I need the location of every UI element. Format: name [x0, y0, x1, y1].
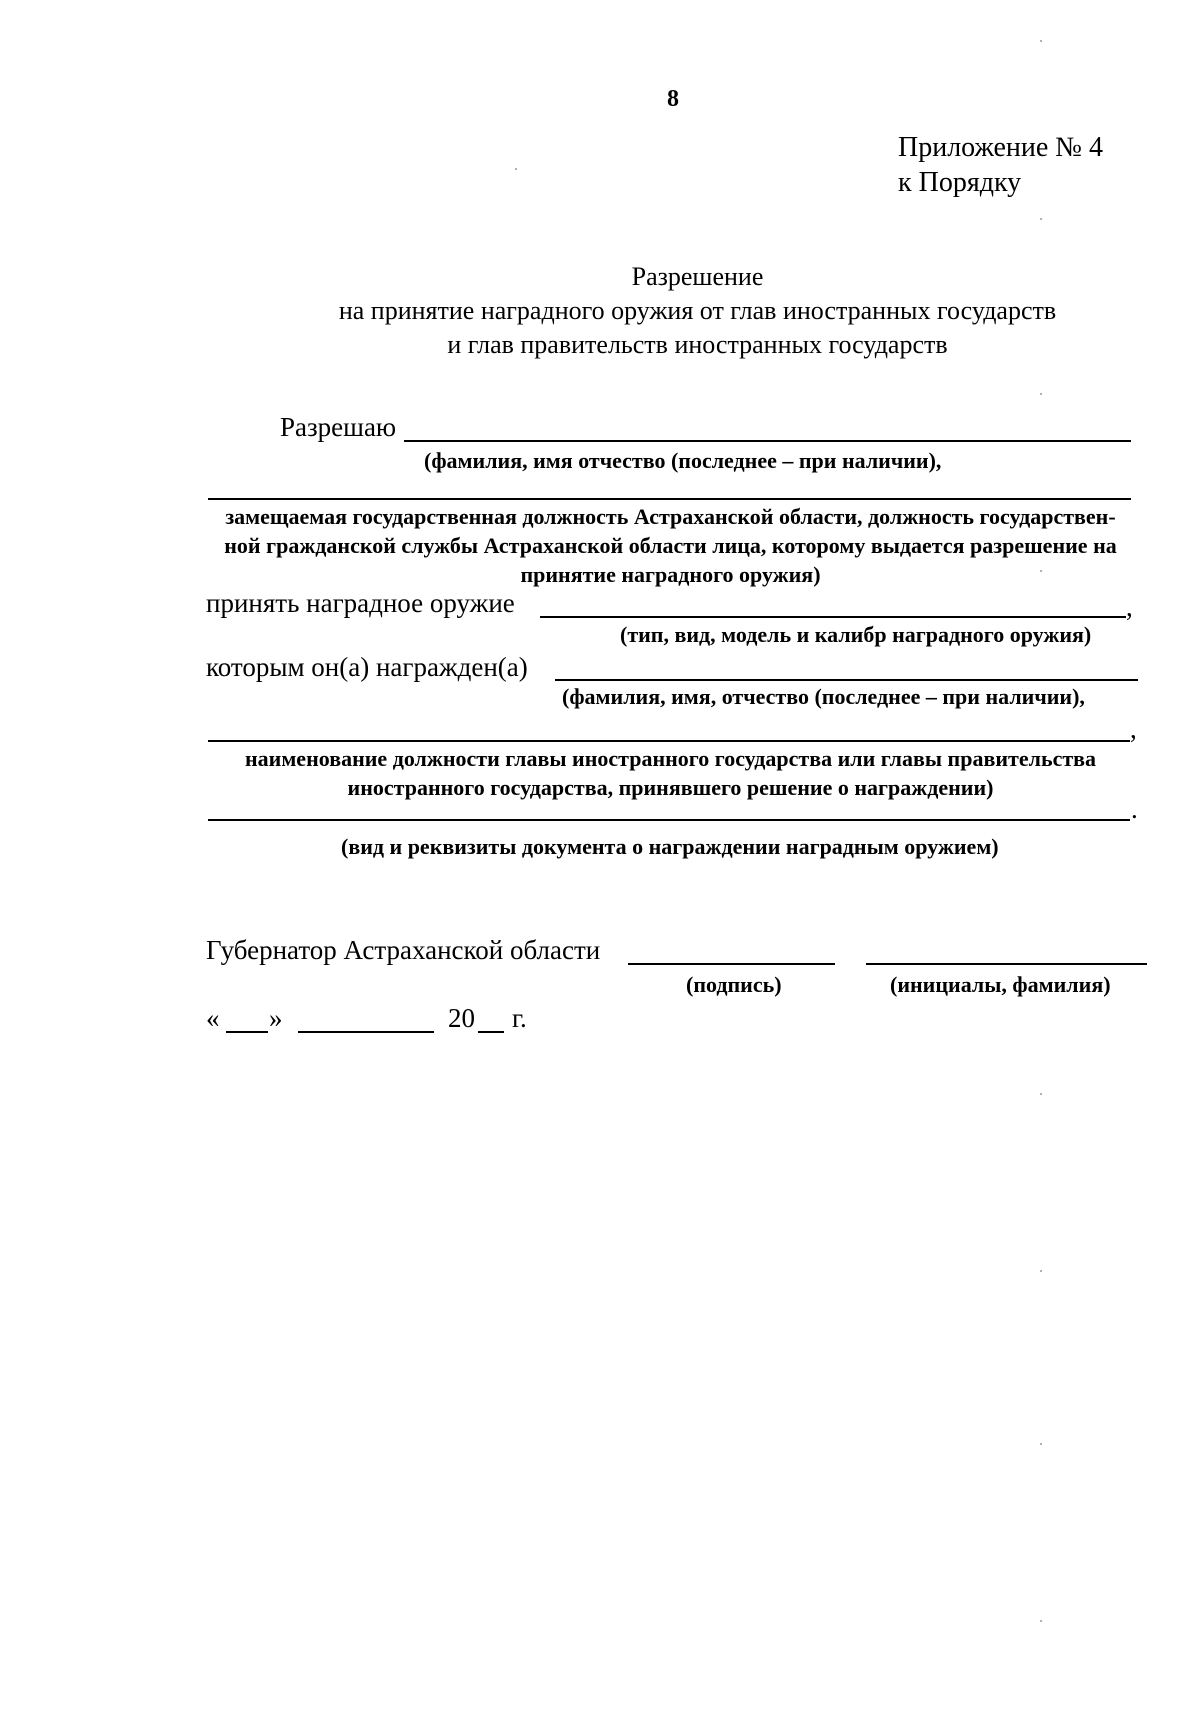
scan-speck — [1040, 1270, 1042, 1272]
year-blank-line — [478, 1031, 504, 1033]
position-blank-line — [208, 498, 1131, 500]
appendix-line-1: Приложение № 4 — [898, 132, 1103, 163]
scan-speck — [1040, 393, 1042, 395]
caption-awarder-fio: (фамилия, имя, отчество (последнее – при наличии), — [562, 684, 1085, 709]
scan-speck — [1040, 1620, 1042, 1622]
awarded-label: которым он(а) награжден(а) — [206, 652, 528, 682]
caption-weapon: (тип, вид, модель и калибр наградного оружия) — [620, 622, 1092, 647]
awarder-fio-blank-line — [555, 679, 1138, 681]
year-suffix: г. — [512, 1003, 527, 1033]
caption-name: (инициалы, фамилия) — [890, 972, 1111, 997]
appendix-label — [898, 130, 1103, 200]
scan-speck — [1040, 218, 1042, 220]
caption-document: (вид и реквизиты документа о награждении наградным оружием) — [341, 834, 999, 859]
accept-trailing-comma: , — [1126, 592, 1133, 622]
weapon-blank-line — [540, 616, 1126, 618]
scan-speck — [515, 168, 517, 170]
signature-blank-line — [628, 963, 835, 965]
scan-speck — [1040, 570, 1042, 572]
caption-awarder-position: наименование должности главы иностранного государства или главы правительства иностранного государства, принявшего решение о награждении) — [244, 746, 1097, 800]
fio-blank-line — [404, 440, 1131, 442]
appendix-line-2: к Порядку — [898, 167, 1022, 198]
awarder-trailing-comma: , — [1130, 714, 1137, 744]
date-quote-open: « — [206, 1003, 220, 1033]
page-number: 8 — [667, 86, 679, 112]
document-subtitle-line-1: на принятие наградного оружия от глав иностранных государств — [338, 296, 1057, 325]
scan-speck — [1040, 1093, 1042, 1095]
document-heading: Разрешение — [631, 262, 764, 291]
awarder-position-blank-line — [208, 740, 1130, 742]
scan-speck — [1040, 1443, 1042, 1445]
accept-label: принять наградное оружие — [206, 588, 515, 618]
date-quote-close: » — [269, 1003, 283, 1033]
governor-label: Губернатор Астраханской области — [206, 935, 601, 965]
year-prefix: 20 — [448, 1003, 475, 1033]
scan-speck — [1040, 40, 1042, 42]
day-blank-line — [226, 1031, 268, 1033]
document-trailing-period: . — [1131, 794, 1138, 824]
caption-signature: (подпись) — [686, 972, 782, 997]
caption-position: замещаемая государственная должность Астраханской области, должность государствен-ной гражданской службы Астраханской области лица, которому выдается разрешение на принятие наградного оружия) — [224, 504, 1117, 587]
month-blank-line — [298, 1031, 434, 1033]
document-blank-line — [208, 819, 1130, 821]
caption-fio: (фамилия, имя отчество (последнее – при наличии), — [424, 448, 942, 473]
permit-label: Разрешаю — [280, 412, 397, 442]
document-subtitle-line-2: и глав правительств иностранных государств — [447, 330, 948, 359]
name-blank-line — [866, 963, 1147, 965]
